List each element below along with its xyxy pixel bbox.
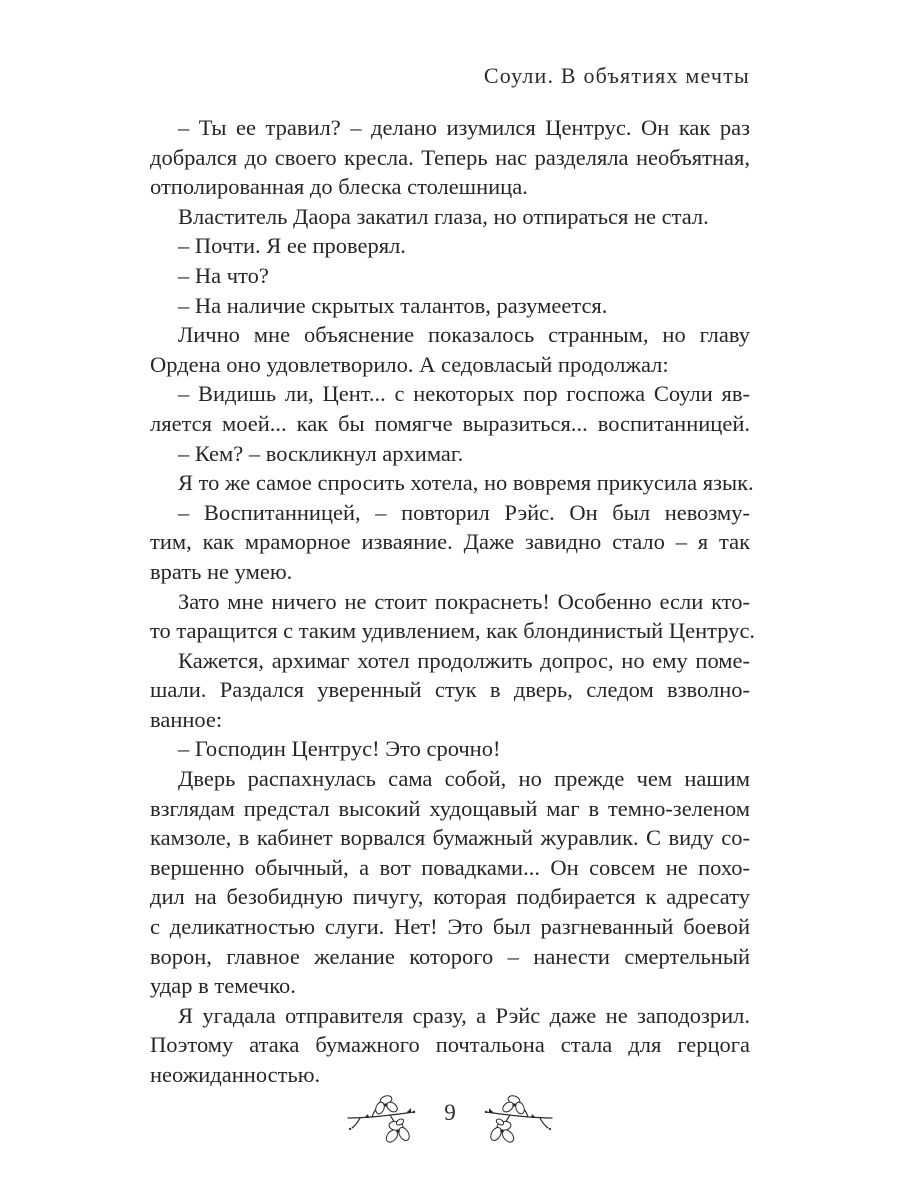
text-line: ванное: (150, 706, 223, 732)
text-line: – Кем? – воскликнул архимаг. (178, 440, 464, 466)
page-number: 9 (444, 1100, 456, 1125)
text-line: – Воспитанницей, – повторил Рэйс. Он был невозму- (178, 499, 750, 525)
text-line: Поэтому атака бумажного почтальона стала для герцога (150, 1032, 750, 1058)
text-line: Я угадала отправителя сразу, а Рэйс даже не заподозрил. (178, 1002, 750, 1028)
page-text (150, 113, 756, 1090)
text-line: с деликатностью слуги. Нет! Это был разгневанный боевой (150, 914, 750, 940)
text-line: Лично мне объяснение показалось странным, но главу (178, 322, 750, 348)
blossom-branch-icon (342, 1088, 422, 1158)
text-line: камзоле, в кабинет ворвался бумажный журавлик. С виду со- (150, 825, 750, 851)
text-line: Кажется, архимаг хотел продолжить допрос, но ему поме- (178, 647, 750, 673)
text-line: врать не умею. (150, 558, 293, 584)
text-line: Зато мне ничего не стоит покраснеть! Особенно если кто- (178, 588, 750, 614)
text-line: – Видишь ли, Цент... с некоторых пор госпожа Соули яв- (178, 381, 750, 407)
text-line: Дверь распахнулась сама собой, но прежде чем нашим (178, 766, 750, 792)
text-line: Властитель Даора закатил глаза, но отпираться не стал. (178, 203, 709, 229)
text-line: шали. Раздался уверенный стук в дверь, следом взволно- (150, 677, 750, 703)
text-line: вершенно обычный, а вот повадками... Он совсем не похо- (150, 854, 750, 880)
running-title: Соули. В объятиях мечты (483, 63, 750, 88)
page-footer (0, 1088, 900, 1158)
text-line: отполированная до блеска столешница. (150, 174, 528, 200)
text-line: удар в темечко. (150, 973, 296, 999)
text-line: Ордена оно удовлетворило. А седовласый продолжал: (150, 351, 669, 377)
text-line: ворон, главное желание которого – нанести смертельный (150, 943, 750, 969)
text-line: взглядам предстал высокий худощавый маг в темно-зеленом (150, 795, 750, 821)
blossom-branch-icon (478, 1088, 558, 1158)
text-line: – На что? (178, 262, 269, 288)
text-line: Я то же самое спросить хотела, но вовремя прикусила язык. (178, 470, 754, 496)
text-line: – Почти. Я ее проверял. (178, 233, 406, 259)
text-line: – На наличие скрытых талантов, разумеется. (178, 292, 608, 318)
text-line: неожиданностью. (150, 1062, 321, 1087)
text-line: – Ты ее травил? – делано изумился Центрус. Он как раз (178, 115, 750, 140)
text-line: тим, как мраморное изваяние. Даже завидно стало – я так (150, 529, 750, 555)
text-line: то таращится с таким удивлением, как блондинистый Центрус. (150, 618, 756, 644)
text-line: добрался до своего кресла. Теперь нас разделяла необъятная, (150, 144, 750, 170)
text-line: – Господин Центрус! Это срочно! (178, 736, 501, 762)
text-line: ляется моей... как бы помягче выразиться... воспитанницей. (150, 410, 750, 436)
text-line: дил на безобидную пичугу, которая подбирается к адресату (150, 884, 750, 910)
